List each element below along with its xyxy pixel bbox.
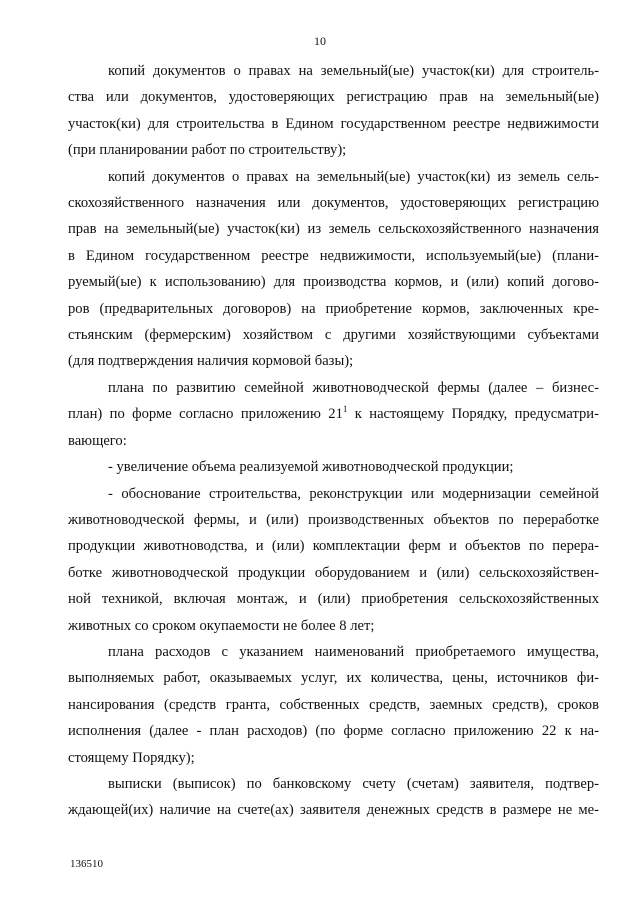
text-line: ства или документов, удостоверяющих регистрацию прав на земельный(ые): [68, 89, 599, 106]
text-line: выполняемых работ, оказываемых услуг, их количества, цены, источников фи-: [68, 670, 599, 687]
text-line: прав на земельный(ые) участок(ки) из земель сельскохозяйственного назначения: [68, 221, 599, 238]
text-line: продукции животноводства, и (или) комплектации ферм и объектов по перера-: [68, 538, 599, 555]
text-line: ной техникой, включая монтаж, и (или) приобретения сельскохозяйственных: [68, 591, 599, 608]
text-line: стоящему Порядку);: [68, 749, 195, 766]
text-line: - увеличение объема реализуемой животноводческой продукции;: [108, 459, 514, 476]
paragraph-business-plan: [68, 375, 599, 454]
text-line: [68, 401, 599, 427]
text-fragment: к настоящему Порядку, предусматри-: [347, 406, 599, 423]
text-fragment: план) по форме согласно приложению 21: [68, 406, 343, 423]
document-body: [68, 58, 599, 824]
text-line: (для подтверждения наличия кормовой базы);: [68, 353, 354, 370]
text-line: ботке животноводческой продукции оборудованием и (или) сельскохозяйствен-: [68, 564, 599, 581]
text-line: выписки (выписок) по банковскому счету (счетам) заявителя, подтвер-: [108, 775, 599, 792]
text-line: вающего:: [68, 432, 127, 449]
text-line: животных со сроком окупаемости не более 8 лет;: [68, 617, 375, 634]
paragraph-land-docs-agricultural: [68, 164, 599, 375]
text-line: плана по развитию семейной животноводческой фермы (далее – бизнес-: [108, 379, 599, 396]
text-line: в Едином государственном реестре недвижимости, используемый(ые) (плани-: [68, 247, 599, 264]
paragraph-bullet-sales-increase: [68, 454, 599, 480]
text-line: участок(ки) для строительства в Едином государственном реестре недвижимости: [68, 115, 599, 132]
text-line: (при планировании работ по строительству);: [68, 142, 347, 159]
page-number: 10: [314, 34, 326, 48]
paragraph-bank-statement: [68, 771, 599, 824]
text-line: ждающей(их) наличие на счете(ах) заявителя денежных средств в размере не ме-: [68, 802, 599, 819]
text-line: животноводческой фермы, и (или) производственных объектов по переработке: [68, 511, 599, 528]
text-line: копий документов о правах на земельный(ые) участок(ки) для строитель-: [108, 63, 599, 79]
paragraph-land-docs-construction: [68, 58, 599, 164]
footer-document-code: 136510: [70, 858, 103, 870]
text-line: скохозяйственного назначения или документов, удостоверяющих регистрацию: [68, 195, 599, 212]
paragraph-expense-plan: [68, 639, 599, 771]
text-line: стьянским (фермерским) хозяйством с другими хозяйствующими субъектами: [68, 327, 599, 344]
text-line: плана расходов с указанием наименований приобретаемого имущества,: [108, 643, 599, 660]
text-line: нансирования (средств гранта, собственных средств, заемных средств), сроков: [68, 696, 599, 713]
text-line: копий документов о правах на земельный(ые) участок(ки) из земель сель-: [108, 168, 599, 185]
text-line: - обоснование строительства, реконструкции или модернизации семейной: [108, 485, 599, 502]
text-line: руемый(ые) к использованию) для производства кормов, и (или) копий догово-: [68, 274, 599, 291]
text-line: исполнения (далее - план расходов) (по форме согласно приложению 22 к на-: [68, 723, 599, 740]
paragraph-bullet-justification: [68, 481, 599, 639]
superscript: 1: [342, 404, 348, 415]
text-line: ров (предварительных договоров) на приобретение кормов, заключенных кре-: [68, 300, 599, 317]
